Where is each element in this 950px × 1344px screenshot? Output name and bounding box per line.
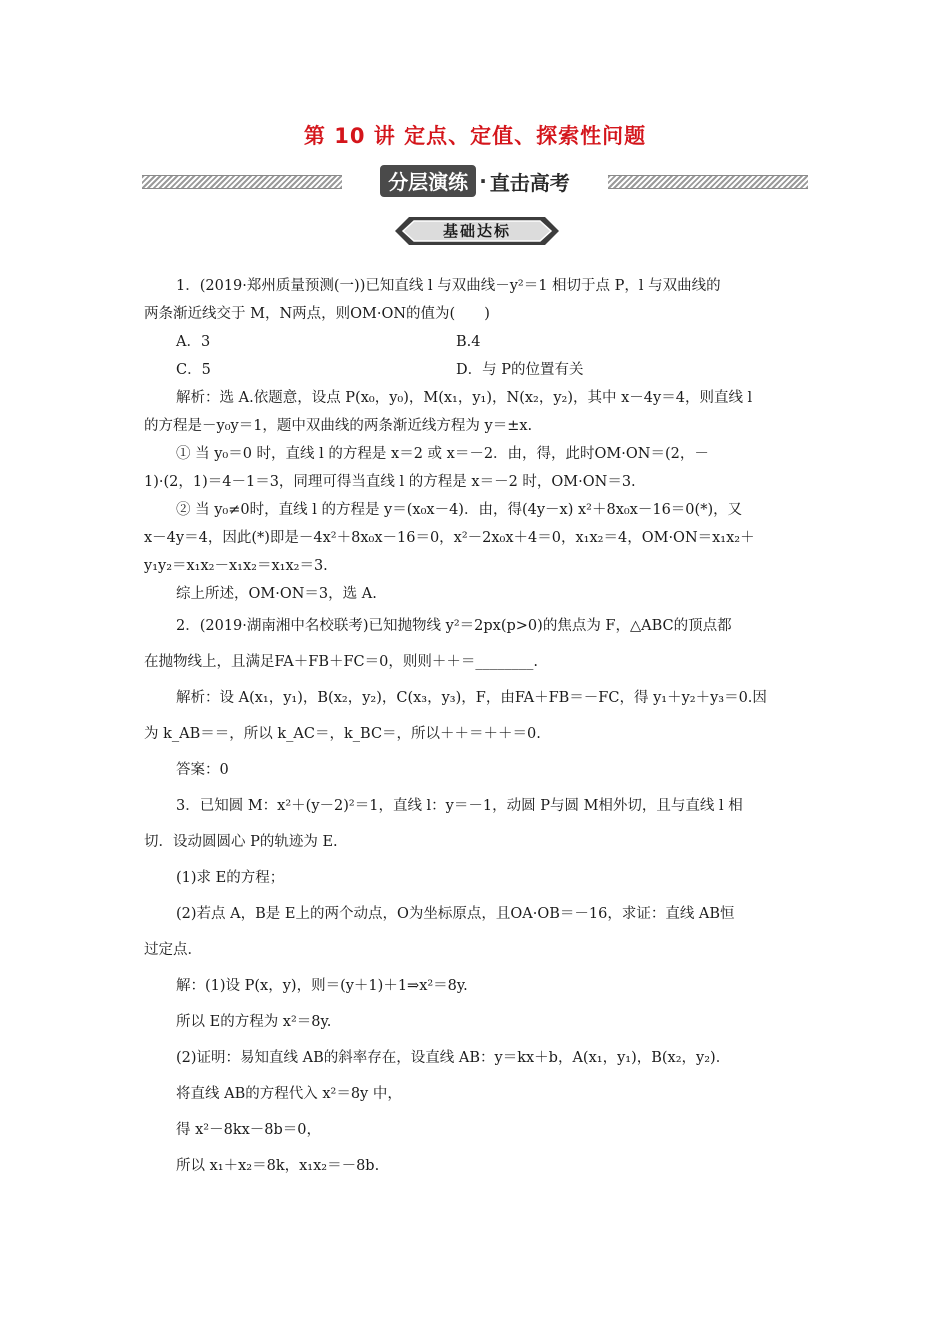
problem-3-solution-line: 得 x²－8kx－8b＝0， <box>176 1122 322 1138</box>
problem-3-solution-line: 解：(1)设 P(x，y)，则＝(y＋1)＋1⇒x²＝8y. <box>176 978 468 994</box>
problem-2 <box>144 608 808 788</box>
banner-heading <box>346 166 604 196</box>
banner-separator: · <box>479 169 487 193</box>
section-badge <box>395 216 559 246</box>
problem-1-options-row <box>144 328 808 356</box>
option-a: A．3 <box>176 334 211 350</box>
problem-2-solution-line: 解析：设 A(x₁，y₁)，B(x₂，y₂)，C(x₃，y₃)，F，由FA＋FB＝－FC，得 y₁＋y₂＋y₃＝0.因 <box>176 690 767 706</box>
problem-3-stem-line: 切．设动圆圆心 P的轨迹为 E. <box>144 834 338 850</box>
banner-left-stripe <box>142 175 342 189</box>
problem-3-solution-line: (2)证明：易知直线 AB的斜率存在，设直线 AB：y＝kx＋b，A(x₁，y₁)，B(x₂，y₂)． <box>176 1050 731 1066</box>
problem-1-solution-line: ② 当 y₀≠0时，直线 l 的方程是 y＝(x₀x－4)．由，得(4y－x) x²＋8x₀x－16＝0(*)，又 <box>176 502 743 518</box>
section-badge-label: 基础达标 <box>442 222 511 240</box>
option-d: D．与 P的位置有关 <box>456 362 584 378</box>
problem-1-stem-line: 两条渐近线交于 M，N两点，则OM·ON的值为( ) <box>144 306 490 322</box>
problem-1-solution-line: 解析：选 A.依题意，设点 P(x₀，y₀)，M(x₁，y₁)，N(x₂，y₂)，其中 x－4y＝4，则直线 l <box>176 390 753 406</box>
problem-1-conclusion: 综上所述，OM·ON＝3，选 A. <box>176 586 377 602</box>
problem-3-question-2: 过定点． <box>144 942 202 958</box>
problem-2-stem-line: 2．(2019·湖南湘中名校联考)已知抛物线 y²＝2px(p>0)的焦点为 F，△ABC的顶点都 <box>176 618 732 634</box>
banner-pill-label: 分层演练 <box>380 165 476 197</box>
problem-1-solution-line: 的方程是－y₀y＝1，题中双曲线的两条渐近线方程为 y＝±x. <box>144 418 533 434</box>
problem-3-solution-line: 所以 E的方程为 x²＝8y. <box>176 1014 332 1030</box>
document-body <box>144 272 808 1184</box>
problem-1-solution-line: y₁y₂＝x₁x₂－x₁x₂＝x₁x₂＝3. <box>144 558 328 574</box>
problem-3-stem-line: 3．已知圆 M：x²＋(y－2)²＝1，直线 l：y＝－1，动圆 P与圆 M相外切，且与直线 l 相 <box>176 798 743 814</box>
option-c: C．5 <box>176 362 211 378</box>
problem-1-solution-line: 1)·(2，1)＝4－1＝3，同理可得当直线 l 的方程是 x＝－2 时，OM·ON＝3. <box>144 474 636 490</box>
problem-1-stem-line: 1．(2019·郑州质量预测(一))已知直线 l 与双曲线－y²＝1 相切于点 P，l 与双曲线的 <box>176 278 721 294</box>
problem-1-options-row <box>144 356 808 384</box>
option-b: B.4 <box>456 334 481 350</box>
problem-3-solution-line: 所以 x₁＋x₂＝8k，x₁x₂＝－8b. <box>176 1158 380 1174</box>
problem-1-solution-line: ① 当 y₀＝0 时，直线 l 的方程是 x＝2 或 x＝－2．由，得，此时OM·ON＝(2，－ <box>176 446 709 462</box>
problem-2-solution-line: 为 k_AB＝＝，所以 k_AC＝，k_BC＝，所以＋＋＝＋＋＝0. <box>144 726 541 742</box>
problem-2-answer: 答案：0 <box>176 762 229 778</box>
problem-3-question-2: (2)若点 A，B是 E上的两个动点，O为坐标原点，且OA·OB＝－16，求证：直线 AB恒 <box>176 906 735 922</box>
problem-2-stem-line: 在抛物线上，且满足FA＋FB＋FC＝0，则则＋＋＝________. <box>144 654 538 670</box>
problem-1-solution-line: x－4y＝4，因此(*)即是－4x²＋8x₀x－16＝0，x²－2x₀x＋4＝0，x₁x₂＝4，OM·ON＝x₁x₂＋ <box>144 530 755 546</box>
problem-3-solution-line: 将直线 AB的方程代入 x²＝8y 中， <box>176 1086 402 1102</box>
problem-3 <box>144 788 808 1184</box>
problem-3-question-1: (1)求 E的方程； <box>176 870 285 886</box>
problem-1 <box>144 272 808 608</box>
page-title: 第 10 讲 定点、定值、探索性问题 <box>303 124 647 148</box>
banner-subtitle: 直击高考 <box>489 170 570 195</box>
section-banner <box>142 166 808 196</box>
banner-right-stripe <box>608 175 808 189</box>
